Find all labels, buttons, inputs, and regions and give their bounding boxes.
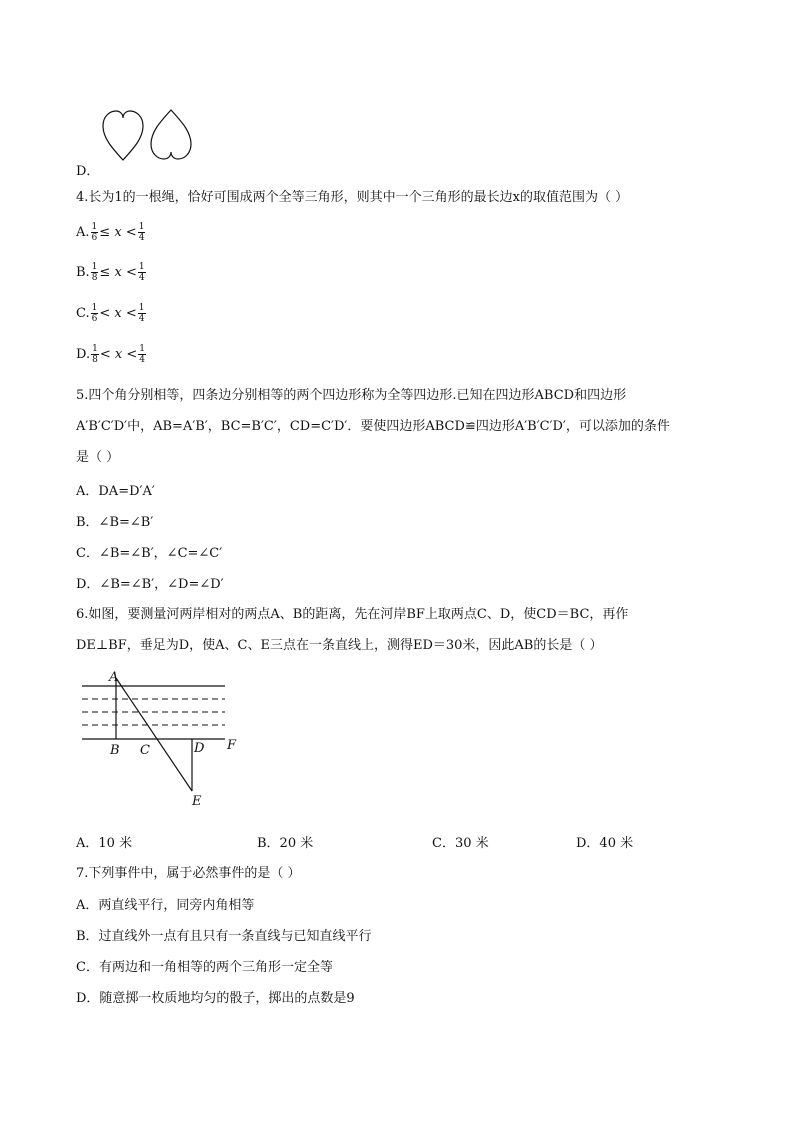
q4-option-d[interactable]: D. $\frac{1}{8}$ < x < $\frac{1}{4}$	[76, 344, 145, 365]
q7-option-c[interactable]: C．有两边和一角相等的两个三角形一定全等	[76, 960, 333, 975]
q5-option-b[interactable]: B．∠B=∠B′	[76, 515, 154, 530]
q4-option-c[interactable]: C. $\frac{1}{6}$ < x < $\frac{1}{4}$	[76, 303, 145, 324]
q7-option-d[interactable]: D．随意掷一枚质地均匀的骰子，掷出的点数是9	[76, 991, 355, 1006]
q7-stem: 7.下列事件中，属于必然事件的是（ ）	[76, 866, 301, 881]
label-d: D	[194, 741, 205, 756]
segment-ae	[116, 678, 192, 791]
q4-option-a[interactable]: A. $\frac{1}{6}$ ≤ x < $\frac{1}{4}$	[76, 222, 145, 243]
q5-option-d[interactable]: D．∠B=∠B′，∠D=∠D′	[76, 577, 224, 592]
q6-stem-line2: DE⊥BF，垂足为D，使A、C、E三点在一条直线上，测得ED＝30米，因此AB的长是（ ）	[76, 638, 603, 653]
label-e: E	[192, 794, 202, 809]
fraction: $\frac{1}{8}$	[91, 262, 98, 283]
heart-icon	[103, 111, 143, 160]
q6-option-a[interactable]: A．10 米	[76, 836, 133, 851]
q5-option-a[interactable]: A．DA=D′A′	[76, 484, 155, 499]
q5-stem-line1: 5.四个角分别相等，四条边分别相等的两个四边形称为全等四边形.已知在四边形ABCD和四边形	[76, 388, 627, 403]
fraction: $\frac{1}{4}$	[138, 262, 145, 283]
fraction: $\frac{1}{4}$	[138, 222, 145, 243]
q6-option-d[interactable]: D．40 米	[576, 836, 634, 851]
q6-option-c[interactable]: C．30 米	[432, 836, 489, 851]
q3-option-d-label: D．	[76, 164, 100, 179]
fraction: $\frac{1}{4}$	[139, 344, 145, 365]
river-figure	[70, 665, 250, 810]
label-f: F	[227, 738, 237, 753]
q5-option-c[interactable]: C．∠B=∠B′，∠C=∠C′	[76, 546, 223, 561]
fraction: $\frac{1}{6}$	[91, 303, 98, 324]
q7-option-b[interactable]: B．过直线外一点有且只有一条直线与已知直线平行	[76, 929, 372, 944]
label-c: C	[140, 743, 150, 758]
inverted-heart-icon	[151, 110, 191, 159]
hearts-figure	[98, 104, 198, 166]
q6-option-b[interactable]: B．20 米	[257, 836, 314, 851]
fraction: $\frac{1}{4}$	[138, 303, 145, 324]
q5-stem-line3: 是（ ）	[76, 450, 120, 465]
label-a: A	[109, 670, 119, 685]
q4-option-b[interactable]: B. $\frac{1}{8}$ ≤ x < $\frac{1}{4}$	[76, 262, 145, 283]
q6-stem-line1: 6.如图，要测量河两岸相对的两点A、B的距离，先在河岸BF上取两点C、D，使CD＝BC，再作	[76, 607, 629, 622]
q7-option-a[interactable]: A．两直线平行，同旁内角相等	[76, 898, 255, 913]
q5-stem-line2: A′B′C′D′中，AB=A′B′，BC=B′C′，CD=C′D′．要使四边形ABCD≌四边形A′B′C′D′，可以添加的条件	[76, 419, 670, 434]
fraction: $\frac{1}{8}$	[92, 344, 98, 365]
fraction: $\frac{1}{6}$	[91, 222, 98, 243]
label-b: B	[110, 743, 120, 758]
q4-stem: 4.长为1的一根绳，恰好可围成两个全等三角形，则其中一个三角形的最长边x的取值范围为（ ）	[76, 190, 629, 205]
